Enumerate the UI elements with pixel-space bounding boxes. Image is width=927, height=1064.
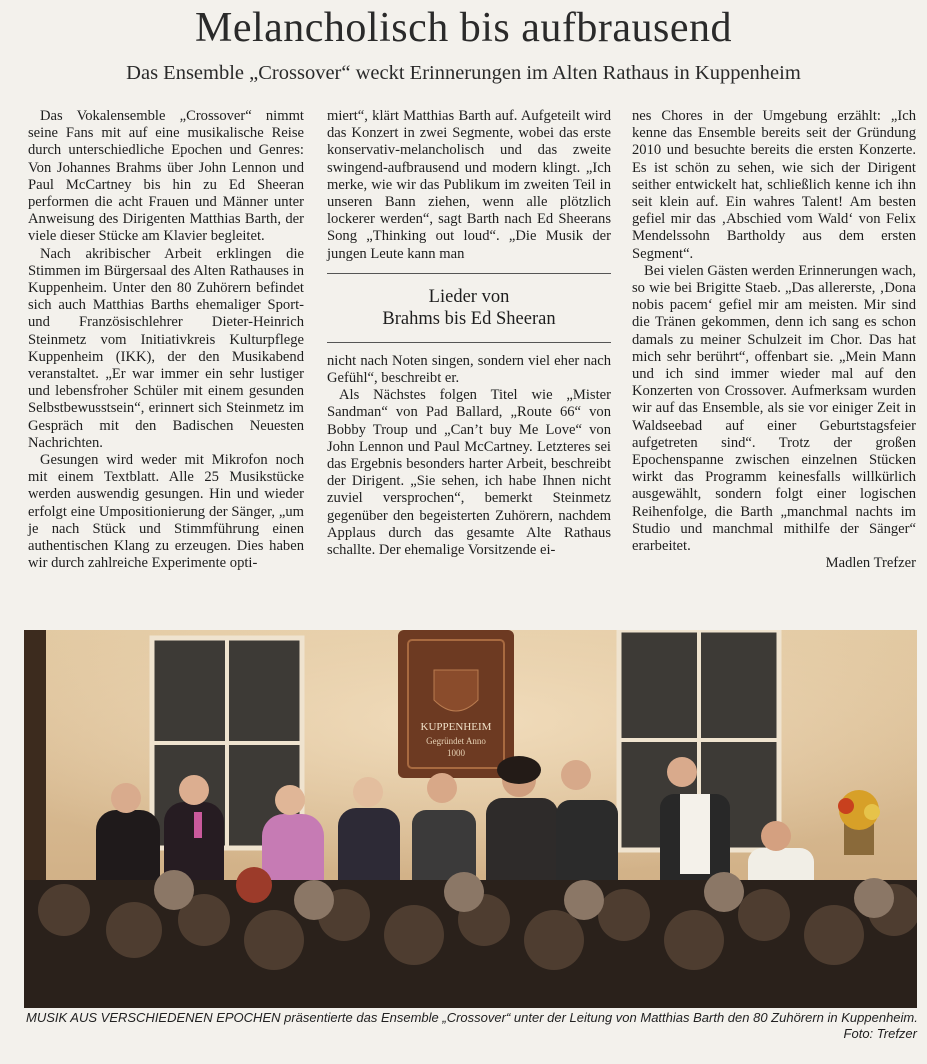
paragraph: Nach akribischer Arbeit erklingen die Stimmen im Bürgersaal des Alten Rathauses in Kuppenheim. Unter den 80 Zuhörern befindet sich auch Matthias Barths ehemaliger Sport- und Französischlehrer Dieter-Heinrich Steinmetz vom Initiativkreis Kulturpflege Kuppenheim (IKK), der den Musikabend veranstaltet. „Er war immer ein sehr lustiger und lebensfroher Schüler mit einem gesunden Selbstbewusstsein“, erinnert sich Steinmetz im Gespräch mit den Badischen Neuesten Nachrichten.	[28, 245, 304, 451]
crosshead-line-2: Brahms bis Ed Sheeran	[382, 308, 556, 329]
plaque-text-2: Gegründet Anno	[426, 736, 486, 746]
subheadline: Das Ensemble „Crossover“ weckt Erinnerungen im Alten Rathaus in Kuppenheim	[126, 62, 801, 84]
crosshead	[327, 273, 611, 343]
plaque-text-3: 1000	[447, 748, 465, 758]
plaque-text-1: KUPPENHEIM	[420, 721, 492, 733]
photo-credit: Foto: Trefzer	[843, 1026, 917, 1041]
caption-lead: MUSIK AUS VERSCHIEDENEN EPOCHEN	[26, 1010, 281, 1025]
paragraph: miert“, klärt Matthias Barth auf. Aufgeteilt wird das Konzert in zwei Segmente, wobei das erste konservativ-melancholisch und das zweite swingend-aufbrausend und modern klingt. „Ich merke, wie wir das Publikum im zweiten Teil in unseren Bann ziehen, wenn alle plötzlich lockerer werden“, sagt Barth nach Ed Sheerans Song „Thinking out loud“. „Die Musik der jungen Leute kann man	[327, 108, 611, 262]
concert-photo	[24, 630, 917, 1008]
caption-text: präsentierte das Ensemble „Crossover“ unter der Leitung von Matthias Barth den 80 Zuhörern in Kuppenheim.	[280, 1010, 918, 1025]
article-column-2	[327, 108, 611, 559]
article-column-3	[632, 108, 916, 572]
paragraph: nes Chores in der Umgebung erzählt: „Ich kenne das Ensemble bereits seit der Gründung 2010 und besuchte bereits die ersten Konzerte. Es ist schön zu sehen, wie sich der Dirigent seither entwickelt hat, schließlich kenne ich ihn seit klein auf. Ein wahres Talent! Am besten gefiel mir das ‚Abschied vom Wald‘ von Felix Mendelssohn Bartholdy aus dem ersten Segment“.	[632, 108, 916, 262]
paragraph: Gesungen wird weder mit Mikrofon noch mit einem Textblatt. Alle 25 Musikstücke werden auswendig gesungen. Hin und wieder erfolgt eine Umpositionierung der Sänger, „um je nach Stück und Stimmführung einen authentischen Klang zu erzeugen. Dies haben wir durch zahlreiche Experimente opti-	[28, 452, 304, 572]
crosshead-line-1: Lieder von	[428, 286, 510, 307]
author-byline: Madlen Trefzer	[825, 555, 916, 572]
headline: Melancholisch bis aufbrausend	[194, 5, 733, 51]
paragraph: Als Nächstes folgen Titel wie „Mister Sandman“ von Pad Ballard, „Route 66“ von Bobby Troup und „Can’t buy Me Love“ von John Lennon und Paul McCartney. Letzteres sei das Ergebnis besonders harter Arbeit, beschreibt der Dirigent. „Sie sehen, ich habe Ihnen nicht zuviel versprochen“, bemerkt Steinmetz gegenüber den begeisterten Zuhörern, nachdem Applaus durch das gesamte Alte Rathaus schallte. Der ehemalige Vorsitzende ei-	[327, 387, 611, 559]
article-column-1	[28, 108, 304, 572]
paragraph: nicht nach Noten singen, sondern viel eher nach Gefühl“, beschreibt er.	[327, 352, 611, 387]
photo-caption	[26, 1010, 918, 1026]
paragraph: Das Vokalensemble „Crossover“ nimmt seine Fans mit auf eine musikalische Reise durch unterschiedliche Epochen und Genres: Von Johannes Brahms über John Lennon und Paul McCartney bis hin zu Ed Sheeran performen die acht Frauen und Männer unter Anweisung des Dirigenten Matthias Barth, der viele dieser Stücke am Klavier begleitet.	[28, 108, 304, 245]
paragraph: Bei vielen Gästen werden Erinnerungen wach, so wie bei Brigitte Staeb. „Das allererste, ‚Dona nobis pacem‘ gefiel mir am meisten. Mir sind die Tränen gekommen, denn ich sang es schon damals zu meiner Schulzeit im Chor. Das hat mich sehr berührt“, offenbart sie. „Mein Mann und ich sind immer wieder mal auf den Konzerten von Crossover. Aufmerksam wurden wir auf das Ensemble, als sie vor einiger Zeit in Waldseebad auf einer Geburtstagsfeier aufgetreten sind“. Trotz der großen Epochenspanne zwischen einzelnen Stücken wirkt das Programm keinesfalls willkürlich ausgewählt, sondern folgt einer logischen Reihenfolge, die Barth „manchmal nachts im Studio und manchmal mithilfe der Sänger“ erarbeitet.	[632, 262, 916, 555]
